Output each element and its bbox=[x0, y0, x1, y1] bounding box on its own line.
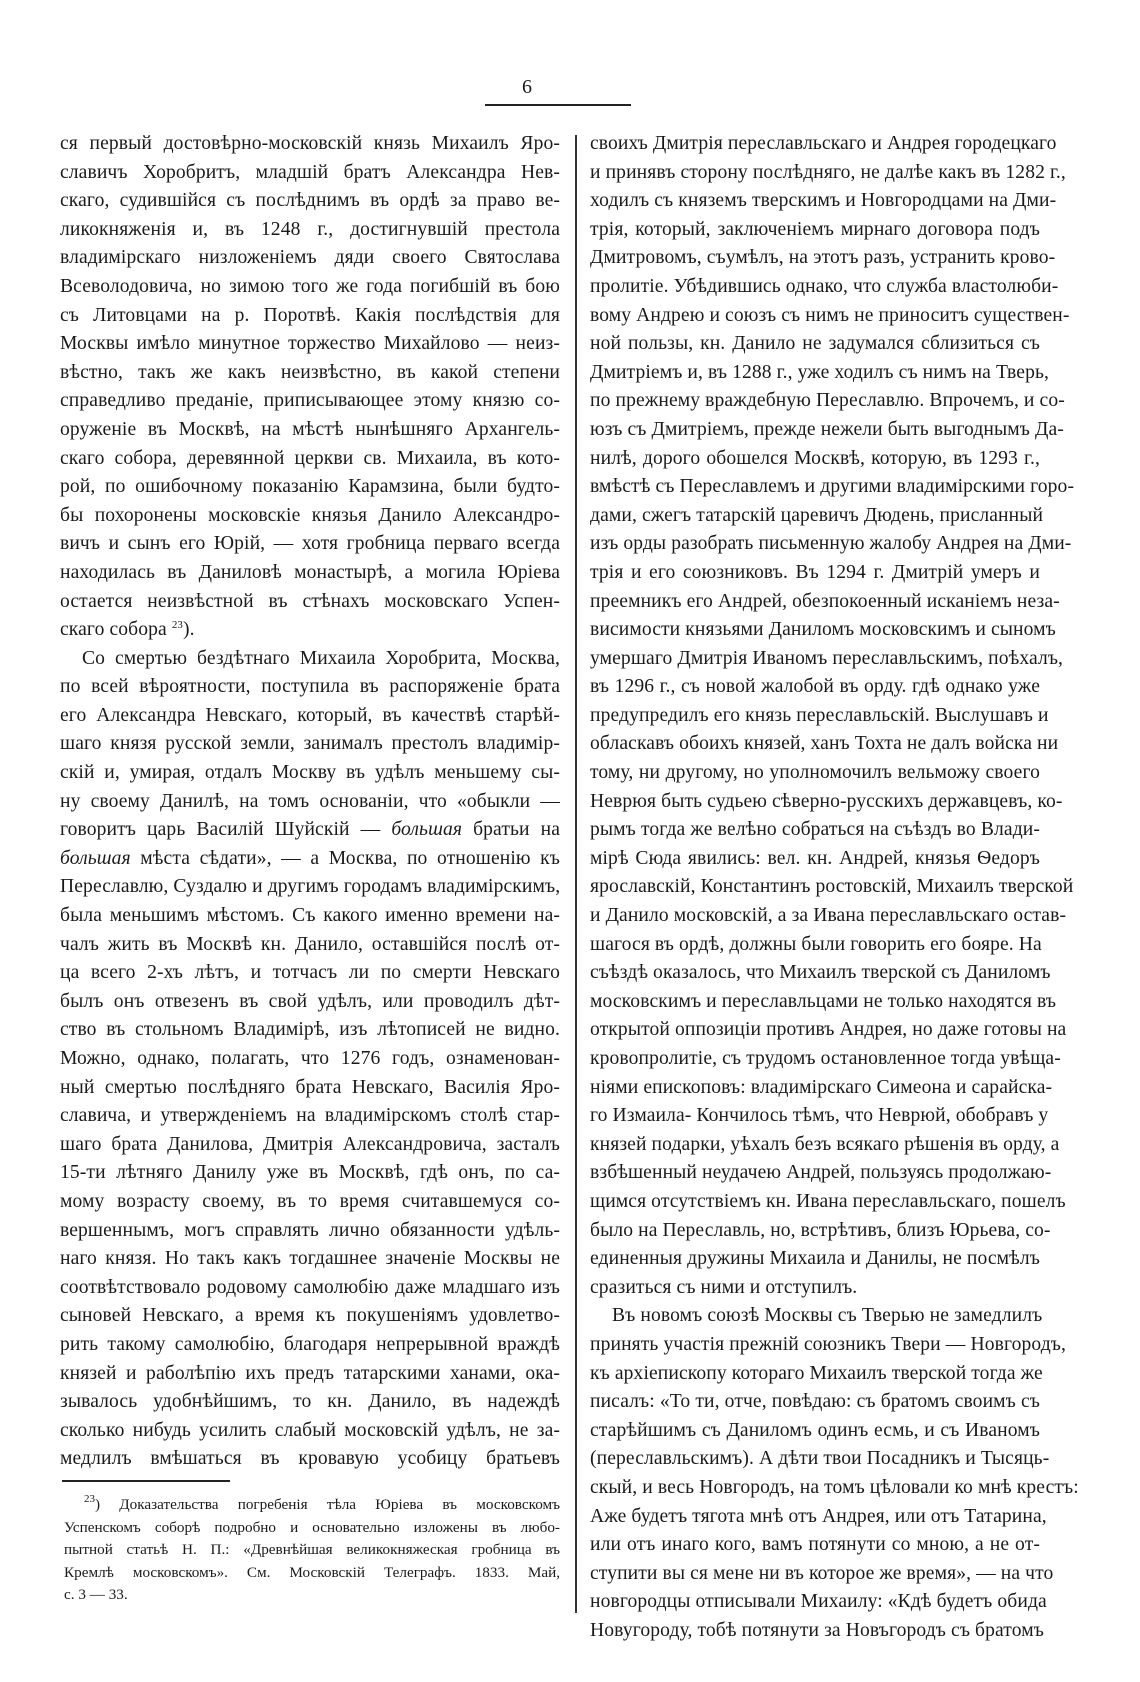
text-line: скый, и весь Новгородъ, на томъ цѣловали ко мнѣ крестъ: bbox=[590, 1476, 1079, 1498]
text-line: Аже будетъ тягота мнѣ отъ Андрея, или отъ Татарина, bbox=[590, 1505, 1047, 1527]
page-number-rule bbox=[485, 104, 631, 106]
text-line: Дмитріемъ и, въ 1288 г., уже ходилъ съ нимъ на Тверь, bbox=[590, 361, 1050, 383]
text-line: тому, ни другому, но уполномочилъ вельможу своего bbox=[590, 762, 1040, 784]
footnote-line: Успенскомъ соборѣ подробно и основательно изложены въ любо- bbox=[64, 1518, 560, 1536]
text-line: наго князя. Но такъ какъ тогдашнее значеніе Москвы не bbox=[60, 1248, 560, 1270]
text-line: Въ новомъ союзѣ Москвы съ Тверью не замедлилъ bbox=[612, 1305, 1043, 1327]
text-line: была меньшимъ мѣстомъ. Съ какого именно времени на- bbox=[60, 905, 560, 927]
italic-word: большая bbox=[391, 819, 463, 841]
text-line: ніями епископовъ: владимірскаго Симеона и сарайска- bbox=[590, 1076, 1053, 1098]
page-number: 6 bbox=[522, 76, 532, 98]
text-line: ярославскій, Константинъ ростовскій, Михаилъ тверской bbox=[590, 876, 1074, 898]
text-line: находилась въ Даниловѣ монастырѣ, а могила Юріева bbox=[60, 561, 560, 583]
text-line: скаго собора, деревянной церкви св. Михаила, въ кото- bbox=[60, 447, 560, 469]
text-line: шагося въ ордѣ, должны были говорить его бояре. На bbox=[590, 933, 1042, 955]
text-line: чалъ жить въ Москвѣ кн. Данило, оставшійся послѣ от- bbox=[60, 933, 560, 955]
left-paragraph-2 bbox=[60, 645, 560, 817]
text-line: ступити вы ся мене ни въ которое же время», — на что bbox=[590, 1562, 1054, 1584]
text-line: пролитіе. Убѣдившись однако, что служба властолюби- bbox=[590, 275, 1059, 297]
text-line: медлилъ вмѣшаться въ кровавую усобицу братьевъ bbox=[60, 1448, 560, 1470]
text-line: рой, по ошибочному показанію Карамзина, были будто- bbox=[60, 476, 560, 498]
text-line: своихъ Дмитрія переславльскаго и Андрея городецкаго bbox=[590, 133, 1057, 154]
text-line: вичъ и сынъ его Юрій, — хотя гробница перваго всегда bbox=[60, 533, 560, 555]
text-line: щимся отсутствіемъ кн. Ивана переславльскаго, пошелъ bbox=[590, 1190, 1066, 1212]
footnote-line: Кремлѣ московскомъ». См. Московскій Телеграфъ. 1833. Май, bbox=[64, 1563, 560, 1581]
text-line: и принявъ сторону послѣдняго, не далѣе какъ въ 1282 г., bbox=[590, 161, 1066, 183]
text-line: юзъ съ Дмитріемъ, прежде нежели быть выгоднымъ Да- bbox=[590, 418, 1064, 440]
text-line: владимірскаго низложеніемъ дяди своего Святослава bbox=[60, 247, 560, 269]
text-line: Москвы имѣло минутное торжество Михайлово — неиз- bbox=[60, 333, 560, 355]
text-line: ся первый достовѣрно-московскій князь Михаилъ Яро- bbox=[60, 133, 560, 154]
footnote-line: пытной статьѣ Н. П.: «Древнѣйшая великокняжеская гробница въ bbox=[64, 1541, 560, 1559]
text-line: умершаго Дмитрія Иваномъ переславльскимъ, поѣхалъ, bbox=[590, 647, 1064, 669]
text-line: преемникъ его Андрей, обезпокоенный исканіемъ неза- bbox=[590, 590, 1060, 612]
text-line: скаго собора $^{23}$). bbox=[60, 619, 195, 641]
left-paragraph-1 bbox=[60, 130, 560, 616]
text-line: открытой оппозиціи противъ Андрея, но даже готовы на bbox=[590, 1019, 1067, 1041]
text-line: Можно, однако, полагать, что 1276 годъ, ознаменован- bbox=[60, 1048, 560, 1069]
text-line: принять участія прежній союзникъ Твери — Новгородъ, bbox=[590, 1333, 1067, 1355]
text-line: оруженіе въ Москвѣ, на мѣстѣ нынѣшняго Архангель- bbox=[60, 418, 560, 440]
text-line: его Александра Невскаго, который, въ качествѣ старѣй- bbox=[60, 704, 560, 726]
text-line: съѣздѣ оказалось, что Михаилъ тверской съ Даниломъ bbox=[590, 962, 1051, 984]
text-line: взбѣшенный неудачею Андрей, пользуясь продолжаю- bbox=[590, 1162, 1052, 1184]
footnote-rule bbox=[62, 1480, 230, 1482]
text-line: обласкавъ обоихъ князей, ханъ Тохта не далъ войска ни bbox=[590, 733, 1059, 755]
text-line: славичъ Хоробритъ, младшій братъ Александра Нев- bbox=[60, 161, 560, 183]
text-line: ный смертью послѣдняго брата Невскаго, Василія Яро- bbox=[60, 1076, 560, 1098]
text-line: по всей вѣроятности, поступила въ распоряженіе брата bbox=[60, 676, 560, 698]
text-line: сразиться съ ними и отступилъ. bbox=[590, 1276, 858, 1298]
text-line: остается неизвѣстной въ стѣнахъ московскаго Успен- bbox=[60, 590, 560, 612]
text-line: рымъ тогда же велѣно собраться на съѣздъ во Влади- bbox=[590, 819, 1040, 841]
text-line: трія и его союзниковъ. Въ 1294 г. Дмитрій умеръ и bbox=[590, 561, 1040, 583]
text-line: по прежнему враждебную Переславлю. Впрочемъ, и со- bbox=[590, 390, 1065, 412]
text-line: 15-ти лѣтняго Данилу уже въ Москвѣ, гдѣ онъ, по са- bbox=[60, 1162, 560, 1184]
right-column bbox=[590, 130, 1079, 1645]
right-paragraph-1 bbox=[590, 130, 1075, 1302]
text-line: сколько нибудь усилить слабый московскій удѣлъ, не за- bbox=[60, 1419, 560, 1441]
text-line: князей подарки, уѣхалъ безъ всякаго рѣшенія въ орду, а bbox=[590, 1133, 1060, 1155]
text-line: новгородцы отписывали Михаилу: «Кдѣ будетъ обида bbox=[590, 1591, 1047, 1613]
text-line: рить такому самолюбію, благодаря непрерывной враждѣ bbox=[60, 1333, 560, 1355]
left-paragraph-2-continued bbox=[60, 873, 560, 1473]
text-line: предупредилъ его князь переславльскій. Выслушавъ и bbox=[590, 704, 1049, 726]
text-line: вому Андрею и союзъ съ нимъ не приноситъ существен- bbox=[590, 304, 1070, 326]
text-line: въ 1296 г., съ новой жалобой въ орду. гдѣ однако уже bbox=[590, 676, 1040, 698]
footnote-marker: 23 bbox=[84, 1493, 95, 1505]
text-line: Дмитровомъ, съумѣлъ, на этотъ разъ, устранить крово- bbox=[590, 247, 1056, 269]
footnote bbox=[64, 1494, 560, 1607]
text-line: висимости князьями Даниломъ московскимъ и сыномъ bbox=[590, 619, 1056, 641]
footnote-ref[interactable]: 23 bbox=[171, 619, 184, 632]
text-line: сыновей Невскаго, а время къ покушеніямъ удовлетво- bbox=[60, 1305, 560, 1327]
text-line: ство въ стольномъ Владимірѣ, изъ лѣтописей не видно. bbox=[60, 1019, 560, 1041]
text-line: Неврюя быть судьею сѣверно-русскихъ державцевъ, ко- bbox=[590, 790, 1063, 812]
text-line: скаго, судившійся съ послѣднимъ въ ордѣ за право ве- bbox=[60, 190, 560, 212]
text-line: зывалось удобнѣйшимъ, то кн. Данило, въ надеждѣ bbox=[60, 1391, 560, 1413]
text-line: мірѣ Сюда явились: вел. кн. Андрей, князья Ѳедоръ bbox=[590, 847, 1040, 869]
text-line: Со смертью бездѣтнаго Михаила Хоробрита, Москва, bbox=[82, 647, 560, 669]
text-line: ходилъ съ княземъ тверскимъ и Новгородцами на Дми- bbox=[590, 190, 1057, 212]
text-line: ликокняженія и, въ 1248 г., достигнувшій престола bbox=[60, 218, 560, 240]
text-line: дами, сжегъ татарскій царевичъ Дюдень, присланный bbox=[590, 504, 1044, 526]
text-line: ца всего 2-хъ лѣтъ, и тотчасъ ли по смерти Невскаго bbox=[60, 962, 560, 984]
footnote-line: с. 3 — 33. bbox=[64, 1586, 128, 1604]
text-line: нилѣ, дорого обошелся Москвѣ, которую, въ 1293 г., bbox=[590, 447, 1040, 469]
text-line: славича, и утвержденіемъ на владимірскомъ столѣ стар- bbox=[60, 1105, 560, 1127]
text-line: говоритъ царь Василій Шуйскій — большая братьи на bbox=[60, 819, 561, 841]
text-line: было на Переславль, но, встрѣтивъ, близъ Юрьева, со- bbox=[590, 1219, 1051, 1241]
text-line: писалъ: «То ти, отче, повѣдаю: съ братомъ своимъ съ bbox=[590, 1391, 1040, 1413]
text-line: соотвѣтствовало родовому самолюбію даже младшаго изъ bbox=[60, 1276, 560, 1298]
italic-word: большая bbox=[60, 847, 131, 869]
text-line: вѣстно, такъ же какъ неизвѣстно, въ какой степени bbox=[60, 361, 560, 383]
text-line: князей и раболѣпію ихъ предъ татарскими ханами, ока- bbox=[60, 1362, 560, 1384]
text-line: изъ орды разобрать письменную жалобу Андрея на Дми- bbox=[590, 533, 1072, 555]
text-line: и Данило московскій, а за Ивана переславльскаго остав- bbox=[590, 905, 1067, 927]
text-line: шаго брата Данилова, Дмитрія Александровича, засталъ bbox=[60, 1133, 560, 1155]
text-line: большая мѣста сѣдати», — а Москва, по отношенію къ bbox=[60, 847, 560, 869]
column-divider bbox=[575, 135, 577, 1613]
text-line: го Измаила- Кончилось тѣмъ, что Неврюй, обобравъ у bbox=[590, 1105, 1049, 1127]
text-line: бы похоронены московскіе князья Данило Александро- bbox=[60, 504, 560, 526]
text-line: кровопролитіе, съ трудомъ остановленное тогда увѣща- bbox=[590, 1048, 1061, 1069]
text-line: московскимъ и переславльцами не только находятся въ bbox=[590, 990, 1057, 1012]
text-line: скій и, умирая, отдалъ Москву въ удѣлъ меньшему сы- bbox=[60, 762, 560, 784]
right-paragraph-2 bbox=[590, 1302, 1079, 1645]
text-line: Всеволодовича, но зимою того же года погибшій въ бою bbox=[60, 275, 560, 297]
footnote-body bbox=[64, 1494, 560, 1607]
footnote-line: $^{23}$) Доказательства погребенія тѣла Юріева въ московскомъ bbox=[84, 1493, 560, 1513]
text-line: вмѣстѣ съ Переславлемъ и другими владимірскими горо- bbox=[590, 476, 1075, 498]
left-column bbox=[60, 130, 560, 1474]
text-line: ну своему Данилѣ, на томъ основаніи, что «обыкли — bbox=[60, 790, 560, 812]
text-line: трія, который, заключеніемъ мирнаго договора подъ bbox=[590, 218, 1040, 240]
text-line: шаго князя русской земли, занималъ престолъ владимір- bbox=[60, 733, 560, 755]
text-line: вершеннымъ, могъ справлять лично обязанности удѣль- bbox=[60, 1219, 560, 1241]
text-line: ной пользы, кн. Данило не задумался сблизиться съ bbox=[590, 333, 1040, 355]
text-line: или отъ инаго кого, вамъ потянути со мною, а не от- bbox=[590, 1534, 1040, 1556]
text-line: былъ онъ отвезенъ въ свой удѣлъ, или проводилъ дѣт- bbox=[60, 990, 560, 1012]
text-line: справедливо преданіе, приписывающее этому князю со- bbox=[60, 390, 560, 412]
text-line: мому возрасту своему, въ то время считавшемуся со- bbox=[60, 1190, 560, 1212]
text-line: Переславлю, Суздалю и другимъ городамъ владимірскимъ, bbox=[60, 876, 561, 898]
text-line: (переславльскимъ). А дѣти твои Посадникъ и Тысяць- bbox=[590, 1448, 1050, 1470]
text-line: Новугороду, тобѣ потянути за Новъгородъ съ братомъ bbox=[590, 1619, 1044, 1641]
text-line: къ архіепископу котораго Михаилъ тверской тогда же bbox=[590, 1362, 1043, 1384]
text-line: съ Литовцами на р. Поротвѣ. Какія послѣдствія для bbox=[60, 304, 560, 326]
text-line: единенныя дружины Михаила и Данилы, не посмѣлъ bbox=[590, 1248, 1040, 1270]
text-line: старѣйшимъ съ Даниломъ одинъ есмь, и съ Иваномъ bbox=[590, 1419, 1040, 1441]
